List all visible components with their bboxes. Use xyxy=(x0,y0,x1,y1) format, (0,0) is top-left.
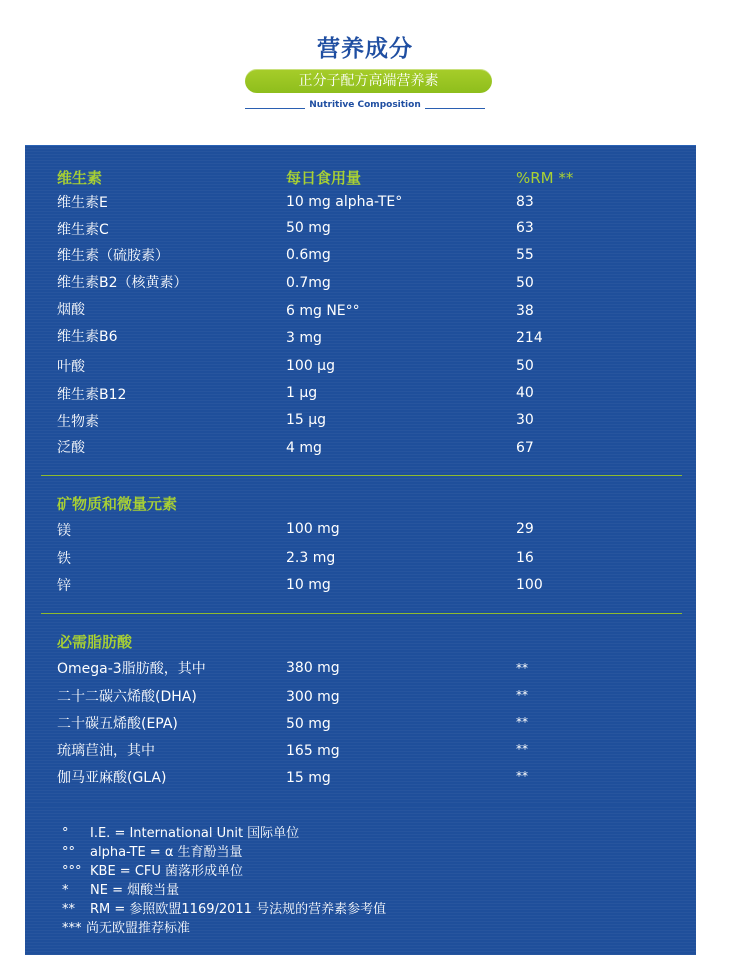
footnote-symbol: ° xyxy=(62,826,69,841)
mineral-name: 锌 xyxy=(57,578,71,594)
fatty-acids-heading: 必需脂肪酸 xyxy=(57,633,133,651)
subtitle-rule-right xyxy=(425,108,485,109)
fatty-acid-amount: 165 mg xyxy=(286,743,340,759)
fatty-acid-amount: 380 mg xyxy=(286,660,340,676)
vitamin-amount: 3 mg xyxy=(286,330,322,346)
mineral-rm: 16 xyxy=(516,550,534,566)
english-subtitle xyxy=(245,98,485,116)
subtitle-rule-left xyxy=(245,108,305,109)
footnote-symbol: *** xyxy=(62,921,82,936)
fatty-acid-amount: 15 mg xyxy=(286,770,331,786)
vitamin-amount: 15 µg xyxy=(286,412,327,428)
fatty-acid-name: Omega-3脂肪酸，其中 xyxy=(57,661,206,677)
vitamin-rm: 38 xyxy=(516,303,534,319)
fatty-acid-rm: ** xyxy=(516,742,528,756)
vitamin-rm: 30 xyxy=(516,412,534,428)
vitamin-name: 维生素（硫胺素） xyxy=(57,248,169,264)
vitamin-amount: 6 mg NE°° xyxy=(286,303,360,319)
english-subtitle-text: Nutritive Composition xyxy=(309,100,421,110)
column-header-daily-amount: 每日食用量 xyxy=(286,169,362,187)
vitamin-rm: 40 xyxy=(516,385,534,401)
fatty-acid-name: 二十碳五烯酸(EPA) xyxy=(57,716,178,732)
fatty-acid-name: 二十二碳六烯酸(DHA) xyxy=(57,689,197,705)
page-title: 营养成分 xyxy=(317,36,413,62)
vitamin-name: 维生素C xyxy=(57,222,109,238)
footnote-symbol: * xyxy=(62,883,69,898)
vitamin-rm: 67 xyxy=(516,440,534,456)
fatty-acid-rm: ** xyxy=(516,715,528,729)
vitamin-name: 维生素B2（核黄素） xyxy=(57,275,188,291)
vitamin-rm: 50 xyxy=(516,275,534,291)
vitamin-rm: 214 xyxy=(516,330,543,346)
fatty-acid-rm: ** xyxy=(516,688,528,702)
vitamin-amount: 100 µg xyxy=(286,358,335,374)
vitamin-rm: 83 xyxy=(516,194,534,210)
footnote xyxy=(62,863,243,881)
footnote xyxy=(62,825,299,843)
subtitle-pill: 正分子配方高端营养素 xyxy=(245,69,492,93)
footnote-text: NE = 烟酸当量 xyxy=(90,883,180,898)
vitamin-name: 叶酸 xyxy=(57,359,85,375)
footnote xyxy=(62,882,179,900)
vitamin-name: 维生素B6 xyxy=(57,329,118,345)
mineral-name: 镁 xyxy=(57,523,71,539)
vitamin-rm: 50 xyxy=(516,358,534,374)
footnote-text: 尚无欧盟推荐标准 xyxy=(86,921,191,936)
vitamin-amount: 0.6mg xyxy=(286,247,331,263)
vitamin-name: 烟酸 xyxy=(57,302,85,318)
footnote-text: I.E. = International Unit 国际单位 xyxy=(90,826,300,841)
footnote xyxy=(62,844,243,862)
mineral-rm: 29 xyxy=(516,521,534,537)
section-divider xyxy=(41,613,682,614)
fatty-acid-name: 伽马亚麻酸(GLA) xyxy=(57,770,167,786)
mineral-amount: 100 mg xyxy=(286,521,340,537)
minerals-heading: 矿物质和微量元素 xyxy=(57,495,178,513)
fatty-acid-rm: ** xyxy=(516,769,528,783)
vitamin-amount: 0.7mg xyxy=(286,275,331,291)
vitamin-name: 维生素E xyxy=(57,195,108,211)
vitamin-name: 生物素 xyxy=(57,414,99,430)
vitamin-name: 泛酸 xyxy=(57,440,85,456)
mineral-amount: 10 mg xyxy=(286,577,331,593)
vitamin-rm: 63 xyxy=(516,220,534,236)
footnote-text: KBE = CFU 菌落形成单位 xyxy=(90,864,244,879)
fatty-acid-amount: 50 mg xyxy=(286,716,331,732)
footnote-text: RM = 参照欧盟1169/2011 号法规的营养素参考值 xyxy=(90,902,387,917)
fatty-acid-rm: ** xyxy=(516,661,528,675)
mineral-amount: 2.3 mg xyxy=(286,550,336,566)
section-divider xyxy=(41,475,682,476)
vitamin-name: 维生素B12 xyxy=(57,387,127,403)
vitamin-amount: 1 µg xyxy=(286,385,318,401)
column-header-vitamins: 维生素 xyxy=(57,169,103,187)
footnote xyxy=(62,901,386,919)
vitamin-amount: 4 mg xyxy=(286,440,322,456)
vitamin-amount: 10 mg alpha-TE° xyxy=(286,194,403,210)
footnote-text: alpha-TE = α 生育酚当量 xyxy=(90,845,243,860)
footnote xyxy=(62,920,190,938)
footnote-symbol: °° xyxy=(62,845,75,860)
footnote-symbol: ** xyxy=(62,902,75,917)
column-header-rm: %RM ** xyxy=(516,169,574,187)
header xyxy=(0,0,730,140)
mineral-rm: 100 xyxy=(516,577,543,593)
footnote-symbol: °°° xyxy=(62,864,82,879)
vitamin-amount: 50 mg xyxy=(286,220,331,236)
vitamin-rm: 55 xyxy=(516,247,534,263)
fatty-acid-name: 琉璃苣油，其中 xyxy=(57,743,155,759)
mineral-name: 铁 xyxy=(57,551,71,567)
fatty-acid-amount: 300 mg xyxy=(286,689,340,705)
